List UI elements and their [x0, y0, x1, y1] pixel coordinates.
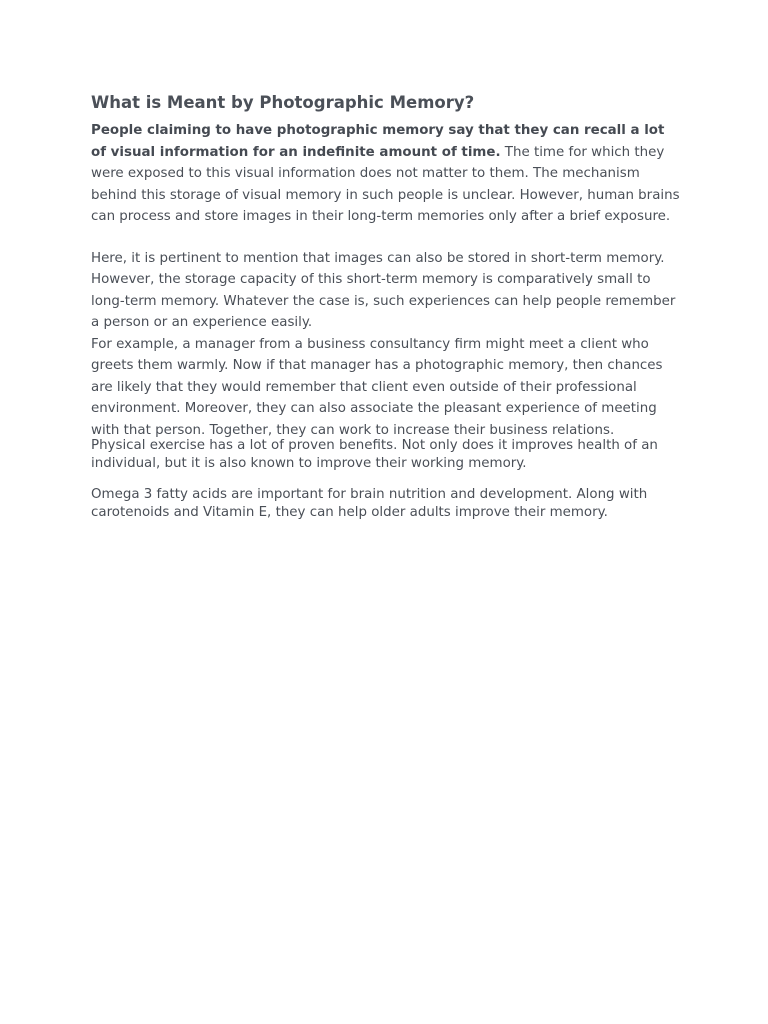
page-title: What is Meant by Photographic Memory?	[91, 93, 475, 112]
paragraph-example: For example, a manager from a business consultancy firm might meet a client who greets them warmly. Now if that manager has a photographic memory, then chances are likely that they would remember that client even outside of their professional environment. Moreover, they can also associate the pleasant experience of meeting with that person. Together, they can work to increase their business relations.	[91, 336, 663, 438]
paragraph-intro-rest: The time for which they were exposed to this visual information does not matter to them. The mechanism behind this storage of visual memory in such people is unclear. However, human brains can process and store images in their long-term memories only after a brief exposure.	[91, 144, 680, 224]
paragraph-exercise: Physical exercise has a lot of proven benefits. Not only does it improves health of an individual, but it is also known to improve their working memory.	[91, 438, 658, 471]
paragraph-omega3: Omega 3 fatty acids are important for brain nutrition and development. Along with carotenoids and Vitamin E, they can help older adults improve their memory.	[91, 487, 648, 520]
paragraph-intro	[91, 120, 683, 228]
document-page	[91, 92, 683, 522]
paragraph-spacer	[91, 228, 683, 248]
paragraph-short-term-memory: Here, it is pertinent to mention that images can also be stored in short-term memory. However, the storage capacity of this short-term memory is comparatively small to long-term memory. Whatever the case is, such experiences can help people remember a person or an experience easily.	[91, 250, 676, 330]
paragraph-intro-bold: People claiming to have photographic memory say that they can recall a lot of visual information for an indefinite amount of time.	[91, 123, 665, 160]
